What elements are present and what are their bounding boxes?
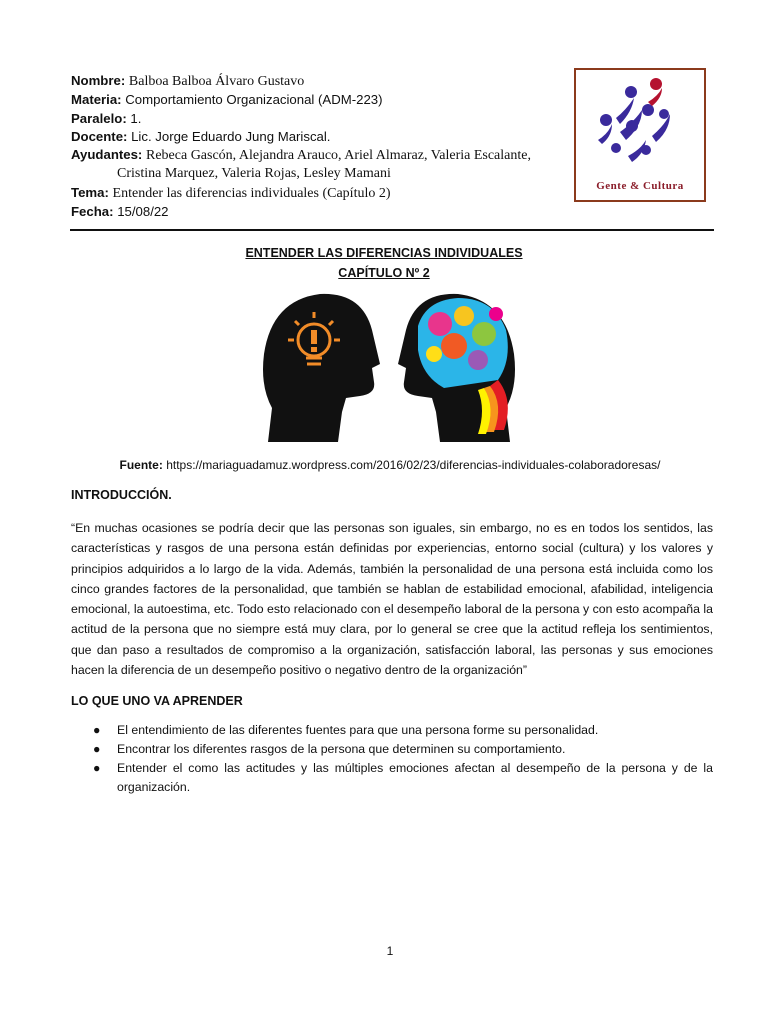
logo-text: Gente & Cultura — [596, 180, 684, 192]
intro-paragraph: “En muchas ocasiones se podría decir que las personas son iguales, sin embargo, no es en todos los sentidos, las características y rasgos de una persona están definidas por experiencias, entorno social (cultura) y los valores y principios adquiridos a lo largo de la vida. Además, también la personalidad de una persona está incluida como los cinco grandes factores de la personalidad, que también se hablan de estabilidad emocional, afabilidad, inteligencia emocional, la autoestima, etc. Todo esto relacionado con el desempeño laboral de la persona y con esto acompaña la actitud de la persona que no siempre está muy clara, por lo general se cree que la actitud refleja los sentimientos, que dan paso a resultados de compromiso a la organización, satisfacción laboral, las personas y sus emociones hacen la diferencia de un desempeño positivo o negativo dentro de la organización” — [71, 521, 713, 678]
nombre-value: Balboa Balboa Álvaro Gustavo — [128, 74, 305, 89]
nombre-row: Nombre: Balboa Balboa Álvaro Gustavo — [71, 73, 305, 89]
docente-value: Lic. Jorge Eduardo Jung Mariscal. — [131, 128, 331, 144]
docente-row: Docente: Lic. Jorge Eduardo Jung Mariscal. — [71, 128, 331, 144]
list-item: ● Entender el como las actitudes y las múltiples emociones afectan al desempeño de la persona y de la organización. — [93, 761, 713, 794]
paralelo-row: Paralelo: 1. — [71, 110, 142, 126]
paralelo-value: 1. — [130, 110, 142, 126]
source-url[interactable]: https://mariaguadamuz.wordpress.com/2016/02/23/diferencias-individuales-colaboradoresas/ — [166, 458, 661, 472]
bullet-icon: ● — [93, 742, 101, 756]
tema-value: Entender las diferencias individuales (Capítulo 2) — [112, 185, 391, 201]
list-item: ● Encontrar los diferentes rasgos de la persona que determinen su comportamiento. — [71, 740, 713, 759]
tema-row: Tema: Entender las diferencias individuales (Capítulo 2) — [71, 184, 391, 201]
ayudantes-value-2: Cristina Marquez, Valeria Rojas, Lesley Mamani — [117, 166, 391, 182]
materia-row: Materia: Comportamiento Organizacional (ADM-223) — [71, 92, 383, 108]
ayudantes-value-1: Rebeca Gascón, Alejandra Arauco, Ariel Almaraz, Valeria Escalante, — [146, 148, 531, 164]
learn-heading: LO QUE UNO VA APRENDER — [71, 694, 243, 708]
fecha-value: 15/08/22 — [117, 204, 169, 220]
two-heads-illustration — [258, 290, 520, 442]
materia-value: Comportamiento Organizacional (ADM-223) — [125, 92, 383, 108]
logo-mark-icon — [576, 70, 704, 170]
list-item: ● El entendimiento de las diferentes fuentes para que una persona forme su personalidad. — [71, 721, 713, 740]
fecha-row: Fecha: 15/08/22 — [71, 204, 169, 220]
image-source: Fuente: https://mariaguadamuz.wordpress.com/2016/02/23/diferencias-individuales-colaboradoresas/ — [119, 458, 661, 472]
left-head-silhouette — [263, 294, 380, 442]
bullet-icon: ● — [93, 761, 101, 775]
document-title: ENTENDER LAS DIFERENCIAS INDIVIDUALES — [245, 246, 523, 260]
page-number: 1 — [386, 944, 394, 958]
learn-list — [71, 721, 713, 797]
bullet-icon: ● — [93, 723, 101, 737]
chapter-title: CAPÍTULO Nº 2 — [338, 266, 430, 280]
gente-cultura-logo — [574, 68, 706, 202]
ayudantes-row: Ayudantes: Rebeca Gascón, Alejandra Arauco, Ariel Almaraz, Valeria Escalante, — [71, 147, 531, 164]
intro-heading: INTRODUCCIÓN. — [71, 488, 172, 502]
header-divider — [70, 229, 714, 231]
student-info-block — [71, 72, 551, 221]
